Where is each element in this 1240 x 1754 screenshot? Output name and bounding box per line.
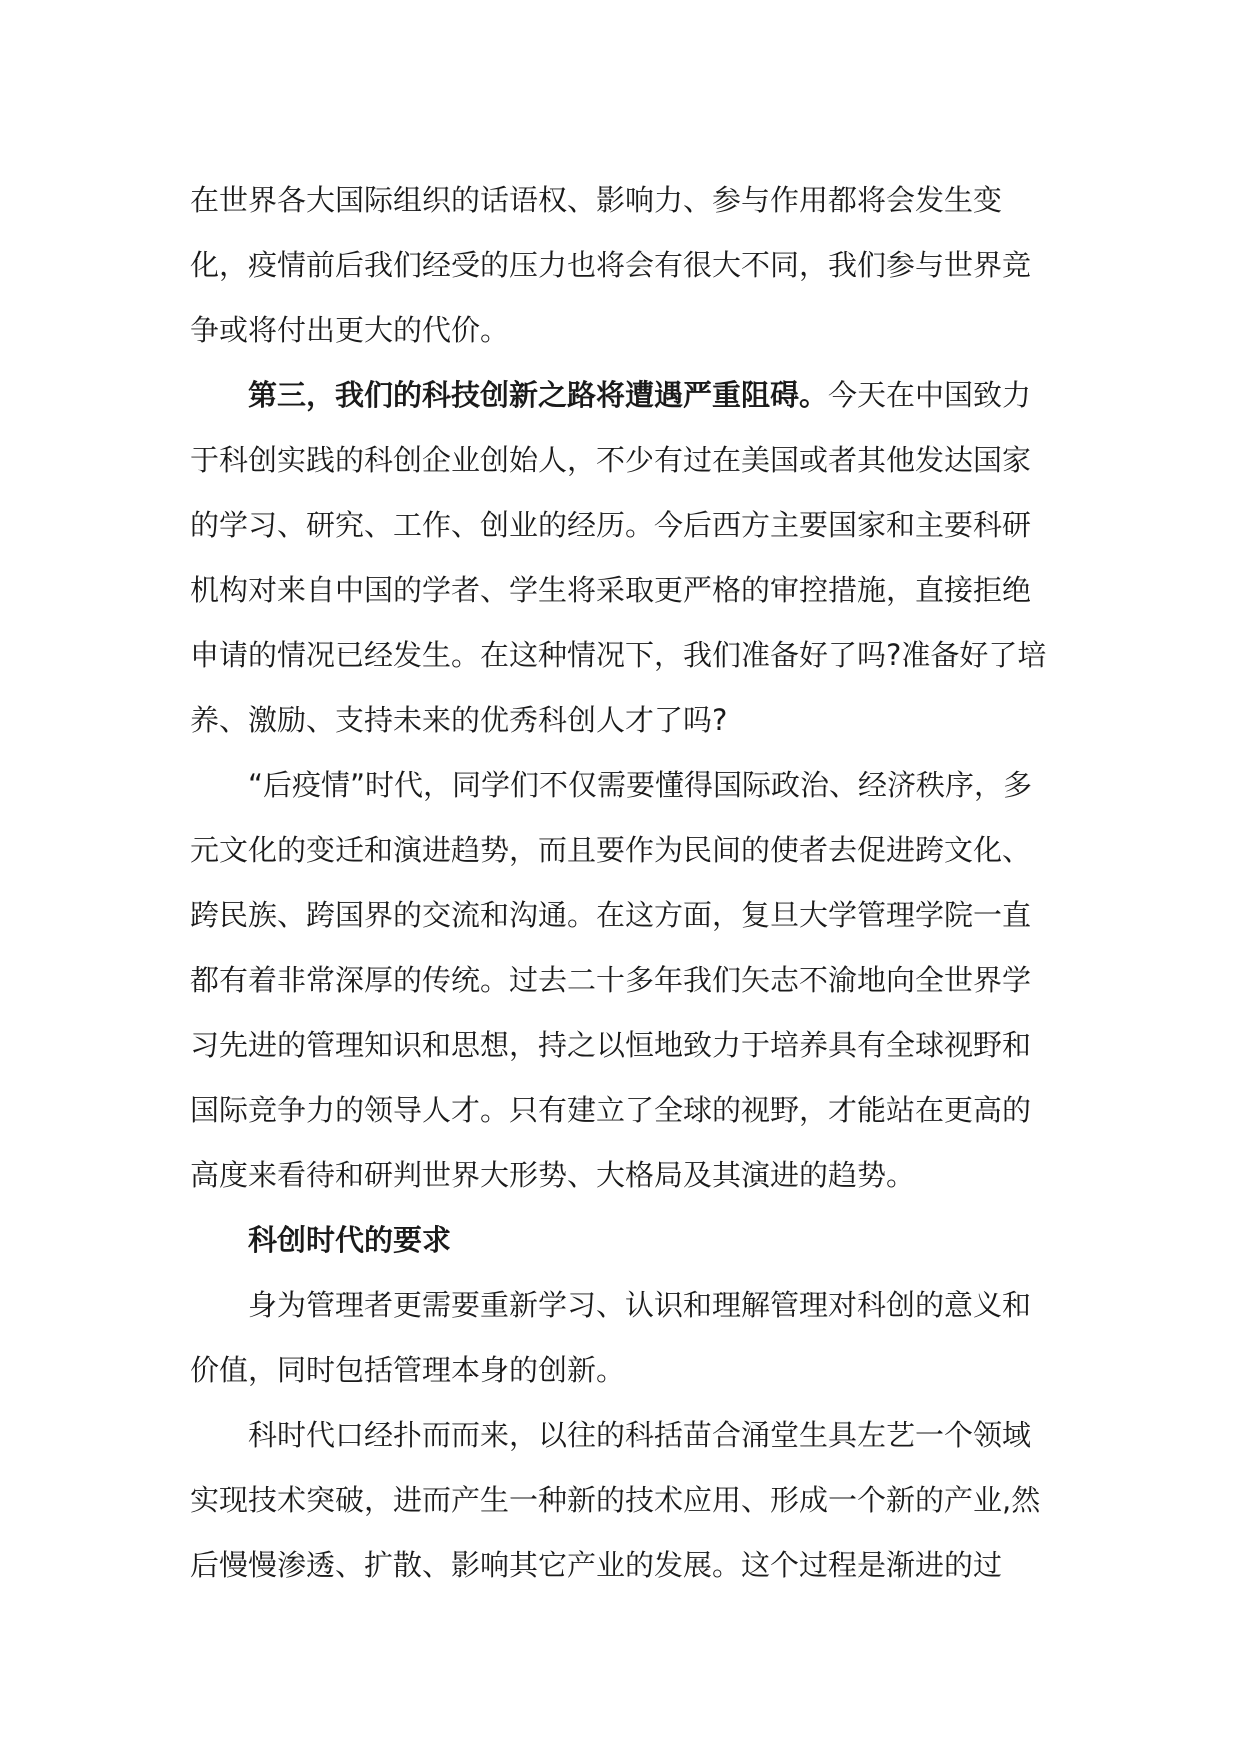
paragraph-5-line-1: 科时代口经扑而而来，以往的科括苗合涌堂生具左艺一个领域 xyxy=(248,1418,1032,1452)
paragraph-1-line-3: 争或将付出更大的代价。 xyxy=(190,313,510,347)
paragraph-5-line-2: 实现技术突破，进而产生一种新的技术应用、形成一个新的产业,然 xyxy=(190,1483,1041,1517)
paragraph-2-line-6: 养、激励、支持未来的优秀科创人才了吗? xyxy=(190,703,728,737)
paragraph-4-line-2: 价值，同时包括管理本身的创新。 xyxy=(190,1353,626,1387)
body-text xyxy=(190,168,1060,1598)
paragraph-3-line-4: 都有着非常深厚的传统。过去二十多年我们矢志不渝地向全世界学 xyxy=(190,963,1032,997)
paragraph-2-line-4: 机构对来自中国的学者、学生将采取更严格的审控措施，直接拒绝 xyxy=(190,573,1032,607)
paragraph-2-line-1 xyxy=(190,363,1060,428)
paragraph-1-line-1: 在世界各大国际组织的话语权、影响力、参与作用都将会发生变 xyxy=(190,183,1003,217)
paragraph-4-line-1: 身为管理者更需要重新学习、认识和理解管理对科创的意义和 xyxy=(248,1288,1032,1322)
paragraph-3-line-2: 元文化的变迁和演进趋势，而且要作为民间的使者去促进跨文化、 xyxy=(190,833,1032,867)
paragraph-3-line-6: 国际竞争力的领导人才。只有建立了全球的视野，才能站在更高的 xyxy=(190,1093,1032,1127)
paragraph-3-line-5: 习先进的管理知识和思想，持之以恒地致力于培养具有全球视野和 xyxy=(190,1028,1032,1062)
paragraph-5-line-3: 后慢慢渗透、扩散、影响其它产业的发展。这个过程是渐进的过 xyxy=(190,1548,1003,1582)
section-heading: 科创时代的要求 xyxy=(248,1223,452,1257)
paragraph-2-first-line-rest: 今天在中国致力 xyxy=(828,378,1032,412)
paragraph-2-line-5: 申请的情况已经发生。在这种情况下，我们准备好了吗?准备好了培 xyxy=(190,638,1047,672)
paragraph-3-line-3: 跨民族、跨国界的交流和沟通。在这方面，复旦大学管理学院一直 xyxy=(190,898,1032,932)
paragraph-3-line-7: 高度来看待和研判世界大形势、大格局及其演进的趋势。 xyxy=(190,1158,916,1192)
paragraph-2-line-3: 的学习、研究、工作、创业的经历。今后西方主要国家和主要科研 xyxy=(190,508,1032,542)
paragraph-2-heading: 第三，我们的科技创新之路将遭遇严重阻碍。 xyxy=(248,378,829,412)
paragraph-3-line-1: “后疫情”时代，同学们不仅需要懂得国际政治、经济秩序，多 xyxy=(248,768,1033,802)
paragraph-1-line-2: 化，疫情前后我们经受的压力也将会有很大不同，我们参与世界竞 xyxy=(190,248,1032,282)
paragraph-2-line-2: 于科创实践的科创企业创始人，不少有过在美国或者其他发达国家 xyxy=(190,443,1032,477)
